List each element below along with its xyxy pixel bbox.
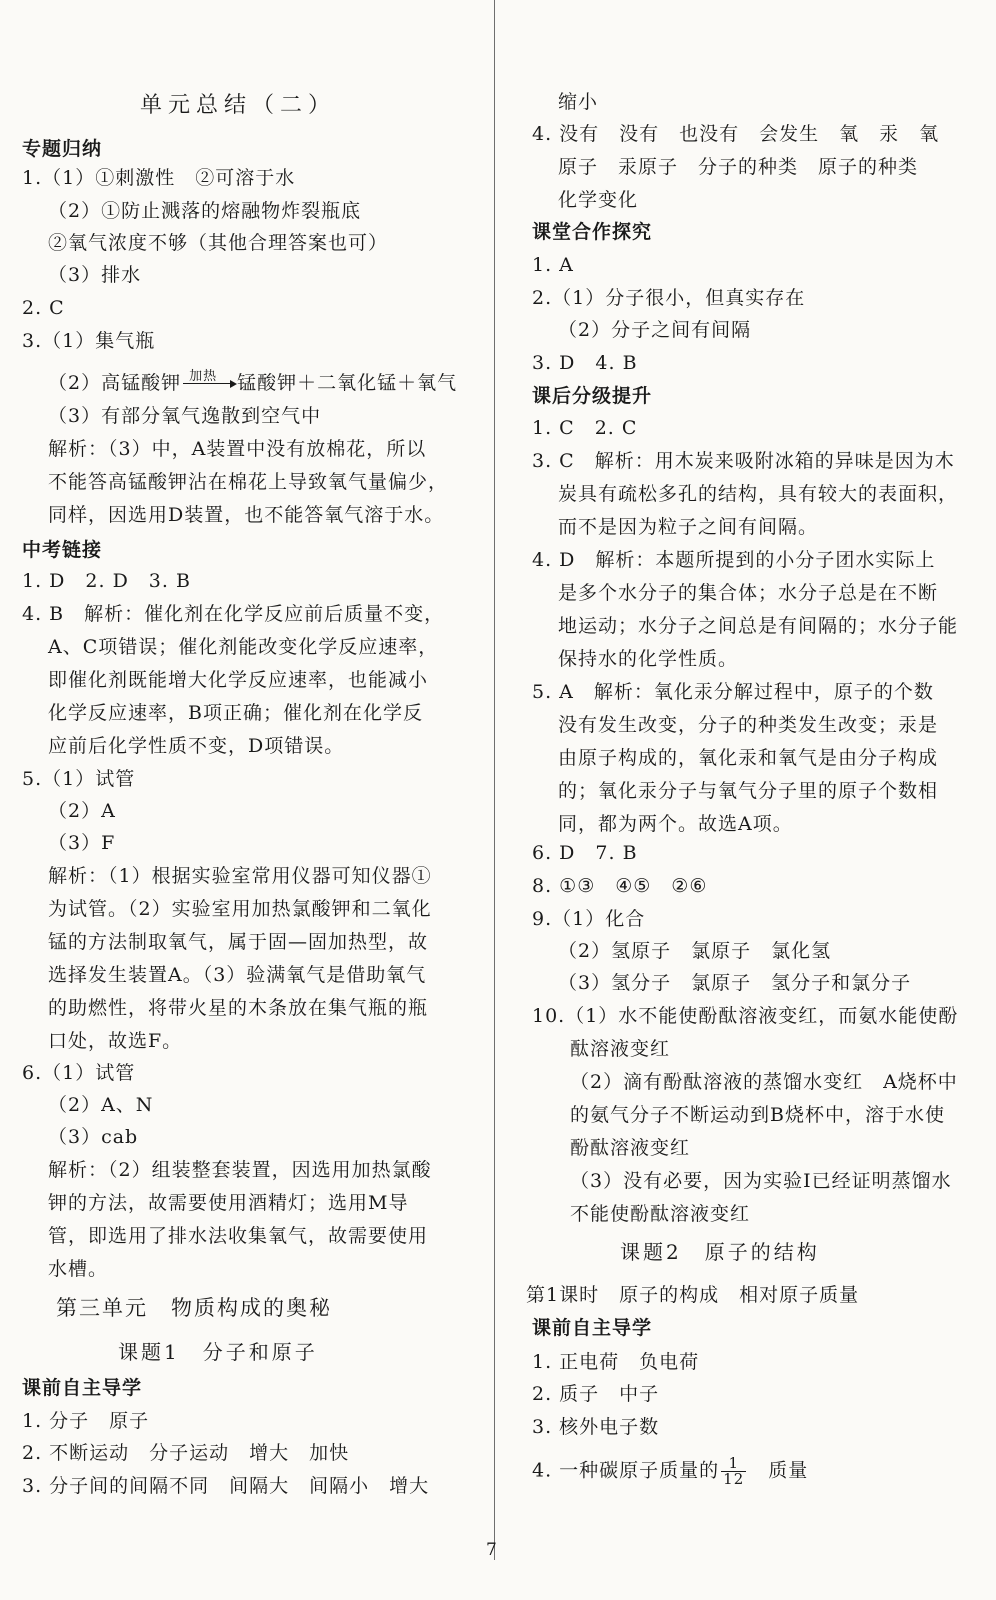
left-answer-line: 4. B 解析：催化剂在化学反应前后质量不变， xyxy=(22,603,445,625)
right-answer-line: （3）没有必要，因为实验Ⅰ已经证明蒸馏水 xyxy=(570,1170,952,1192)
left-answer-line: （3）排水 xyxy=(48,264,142,286)
right-answer-line: 5. A 解析：氧化汞分解过程中，原子的个数 xyxy=(532,681,934,703)
left-answer-line: 化学反应速率，B项正确；催化剂在化学反 xyxy=(48,702,423,724)
left-answer-line: （2）①防止溅落的熔融物炸裂瓶底 xyxy=(48,200,362,222)
right-answer-line: 1. A xyxy=(532,254,574,276)
left-answer-line: 口处，故选F。 xyxy=(48,1030,183,1052)
right-answer-line: 4. 没有 没有 也没有 会发生 氧 汞 氧 xyxy=(532,123,940,145)
right-answer-line: （2）氢原子 氯原子 氯化氢 xyxy=(558,940,832,962)
left-answer-line: 3.（1）集气瓶 xyxy=(22,330,156,352)
right-answer-line: 保持水的化学性质。 xyxy=(558,648,739,670)
right-answer-line: 3. C 解析：用木炭来吸附冰箱的异味是因为木 xyxy=(532,450,955,472)
right-answer-line: 原子 汞原子 分子的种类 原子的种类 xyxy=(558,156,919,178)
right-answer-line: 炭具有疏松多孔的结构，具有较大的表面积， xyxy=(558,483,959,505)
section-heading: 专题归纳 xyxy=(22,138,103,160)
left-answer-line: 解析：（3）中，A装置中没有放棉花，所以 xyxy=(48,438,427,460)
left-answer-line: 3. 分子间的间隔不同 间隔大 间隔小 增大 xyxy=(22,1475,430,1497)
products: 锰酸钾＋二氧化锰＋氧气 xyxy=(237,372,458,394)
section-heading: 中考链接 xyxy=(22,539,103,561)
section-heading: 课堂合作探究 xyxy=(532,221,653,243)
left-answer-line: 1. 分子 原子 xyxy=(22,1410,150,1432)
left-answer-line: 2. C xyxy=(22,297,65,319)
left-answer-line: 不能答高锰酸钾沾在棉花上导致氧气量偏少， xyxy=(48,471,449,493)
fraction: $\frac{1}{12}$ xyxy=(723,1454,745,1488)
right-answer-line: 1. 正电荷 负电荷 xyxy=(532,1351,700,1373)
left-answer-line: 2. 不断运动 分子运动 增大 加快 xyxy=(22,1442,350,1464)
right-answer-line: 而不是因为粒子之间有间隔。 xyxy=(558,516,819,538)
right-answer-line: 地运动；水分子之间总是有间隔的；水分子能 xyxy=(558,615,959,637)
left-answer-line: 应前后化学性质不变，D项错误。 xyxy=(48,735,345,757)
left-answer-line: （2）A、N xyxy=(48,1094,154,1116)
left-answer-line: 锰的方法制取氧气，属于固—固加热型，故 xyxy=(48,931,429,953)
section-heading: 课后分级提升 xyxy=(532,385,653,407)
right-answer-line: 2. 质子 中子 xyxy=(532,1383,660,1405)
right-answer-line: 没有发生改变，分子的种类发生改变；汞是 xyxy=(558,714,939,736)
lesson-title: 课题1 分子和原子 xyxy=(118,1340,318,1364)
right-answer-line: 由原子构成的，氧化汞和氧气是由分子构成 xyxy=(558,747,939,769)
right-answer-line: 8. ①③ ④⑤ ②⑥ xyxy=(532,875,708,897)
left-answer-line: 管，即选用了排水法收集氧气，故需要使用 xyxy=(48,1225,429,1247)
right-answer-line: （2）滴有酚酞溶液的蒸馏水变红 A烧杯中 xyxy=(570,1071,958,1093)
lesson-title-2: 课题2 原子的结构 xyxy=(620,1240,820,1264)
left-answer-line: 的助燃性，将带火星的木条放在集气瓶的瓶 xyxy=(48,997,429,1019)
left-answer-line: A、C项错误；催化剂能改变化学反应速率， xyxy=(48,636,439,658)
reactant: （2）高锰酸钾 xyxy=(48,372,182,394)
left-answer-line: 5.（1）试管 xyxy=(22,768,136,790)
right-answer-line: 3. D 4. B xyxy=(532,352,638,374)
reaction-condition: 加热 xyxy=(189,369,218,384)
right-answer-line: 酞溶液变红 xyxy=(570,1038,671,1060)
right-answer-line: 缩小 xyxy=(558,91,599,113)
left-answer-line: （3）有部分氧气逸散到空气中 xyxy=(48,405,322,427)
right-answer-line: 9.（1）化合 xyxy=(532,908,646,930)
page-number: 7 xyxy=(486,1540,497,1560)
right-answer-line: 1. C 2. C xyxy=(532,417,638,439)
right-answer-line: 的氨气分子不断运动到B烧杯中，溶于水使 xyxy=(570,1104,945,1126)
unit-title: 第三单元 物质构成的奥秘 xyxy=(56,1296,332,1320)
question-4-fraction: 4. 一种碳原子质量的 $\frac{1}{12}$ 质量 xyxy=(532,1454,809,1488)
right-answer-line: 10.（1）水不能使酚酞溶液变红，而氨水能使酚 xyxy=(532,1005,959,1027)
left-answer-line: 解析：（1）根据实验室常用仪器可知仪器① xyxy=(48,865,432,887)
left-answer-line: ②氧气浓度不够（其他合理答案也可） xyxy=(48,232,389,254)
left-answer-line: 为试管。（2）实验室用加热氯酸钾和二氧化 xyxy=(48,898,432,920)
right-answer-line: （2）分子之间有间隔 xyxy=(558,319,752,341)
column-divider xyxy=(494,0,495,1560)
right-answer-line: 化学变化 xyxy=(558,189,639,211)
right-answer-line: （3）氢分子 氯原子 氢分子和氯分子 xyxy=(558,972,912,994)
left-answer-line: （3）F xyxy=(48,832,116,854)
right-answer-line: 2.（1）分子很小，但真实存在 xyxy=(532,287,806,309)
summary-title: 单元总结（二） xyxy=(140,93,337,118)
right-answer-line: 4. D 解析：本题所提到的小分子团水实际上 xyxy=(532,549,936,571)
left-answer-line: 1. D 2. D 3. B xyxy=(22,570,191,592)
section-heading: 课前自主导学 xyxy=(532,1317,653,1339)
left-answer-line: （2）A xyxy=(48,800,116,822)
right-answer-line: 的；氧化汞分子与氧气分子里的原子个数相 xyxy=(558,780,939,802)
left-answer-line: （3）cab xyxy=(48,1126,139,1148)
left-answer-line: 6.（1）试管 xyxy=(22,1062,136,1084)
right-answer-line: 是多个水分子的集合体；水分子总是在不断 xyxy=(558,582,939,604)
left-answer-line: 即催化剂既能增大化学反应速率，也能减小 xyxy=(48,669,429,691)
section-heading: 课前自主导学 xyxy=(22,1377,143,1399)
right-answer-line: 酚酞溶液变红 xyxy=(570,1137,691,1159)
right-answer-line: 同，都为两个。故选A项。 xyxy=(558,813,793,835)
reaction-equation xyxy=(48,369,457,397)
left-answer-line: 选择发生装置A。（3）验满氧气是借助氧气 xyxy=(48,964,427,986)
reaction-arrow xyxy=(181,369,237,391)
right-answer-line: 6. D 7. B xyxy=(532,842,638,864)
left-answer-line: 解析：（2）组装整套装置，因选用加热氯酸 xyxy=(48,1159,432,1181)
period-title: 第1课时 原子的构成 相对原子质量 xyxy=(526,1284,860,1306)
left-answer-line: 钾的方法，故需要使用酒精灯；选用M导 xyxy=(48,1192,409,1214)
right-answer-line: 不能使酚酞溶液变红 xyxy=(570,1203,751,1225)
left-answer-line: 同样，因选用D装置，也不能答氧气溶于水。 xyxy=(48,504,445,526)
right-answer-line: 3. 核外电子数 xyxy=(532,1416,660,1438)
left-answer-line: 水槽。 xyxy=(48,1258,109,1280)
left-answer-line: 1.（1）①刺激性 ②可溶于水 xyxy=(22,167,296,189)
